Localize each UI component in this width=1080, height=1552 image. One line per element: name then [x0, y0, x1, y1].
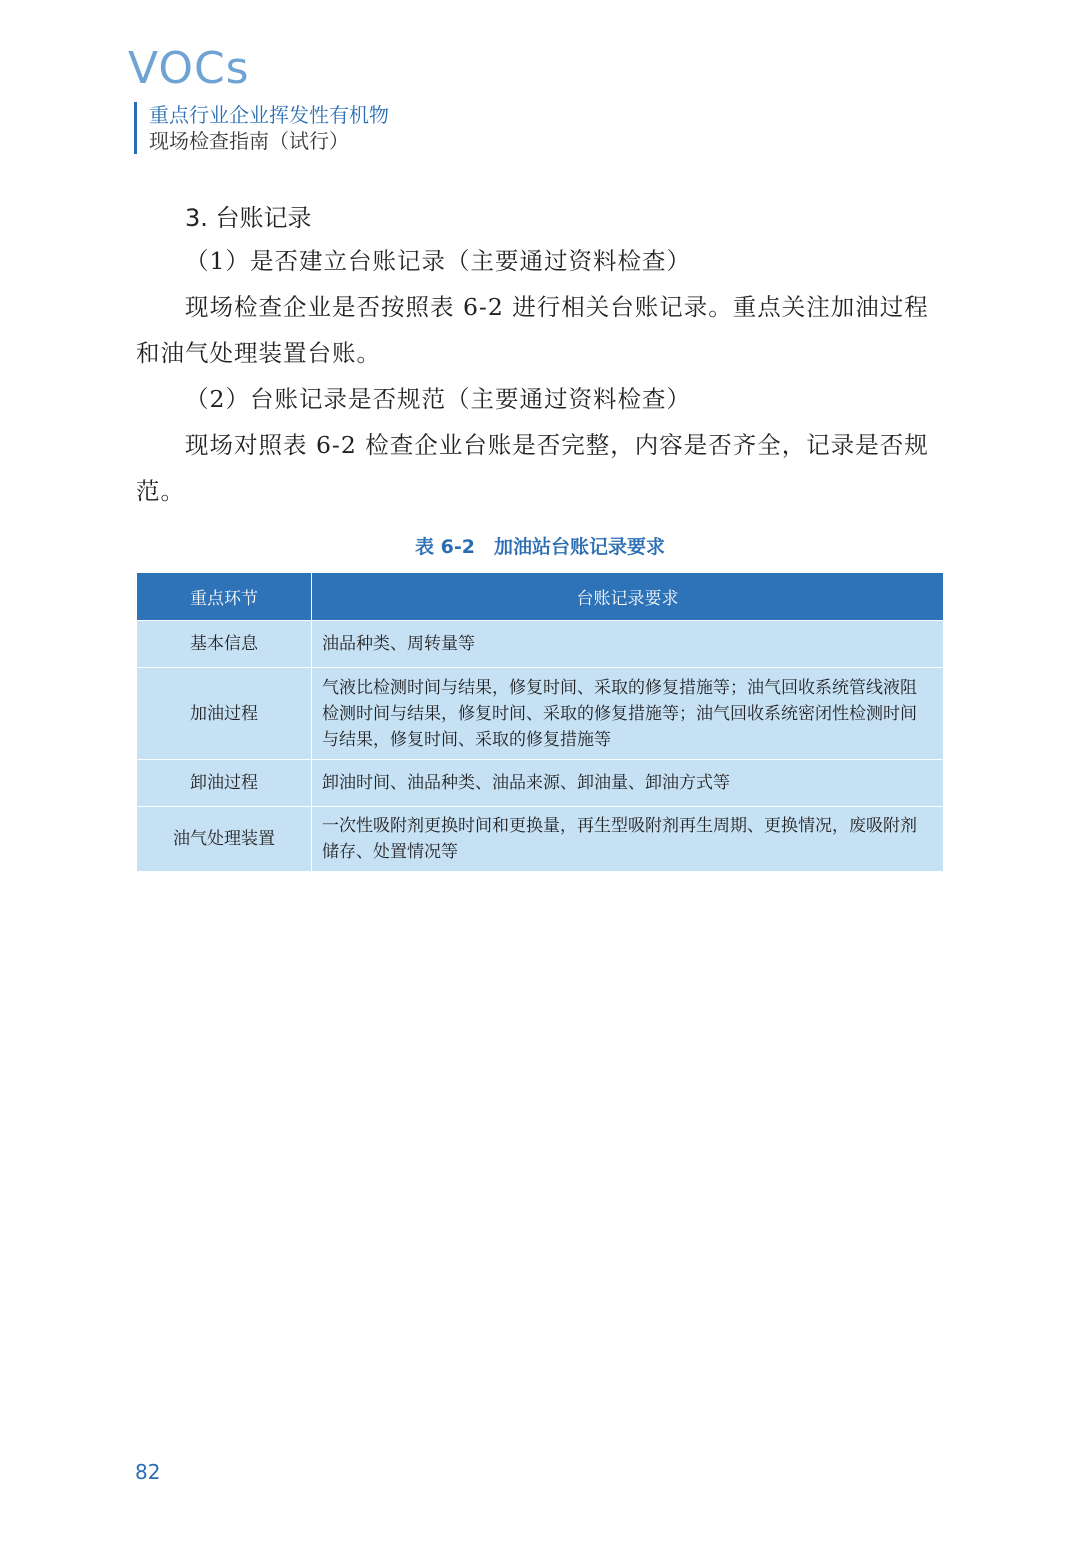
row-value: 卸油时间、油品种类、油品来源、卸油量、卸油方式等 [312, 760, 944, 807]
item1-body: 现场检查企业是否按照表 6-2 进行相关台账记录。重点关注加油过程和油气处理装置台账。 [136, 293, 929, 367]
logo-text: VOCs [128, 43, 250, 94]
table-row [137, 760, 944, 807]
row-key: 基本信息 [137, 621, 312, 668]
row-key: 加油过程 [137, 668, 312, 760]
row-key: 油气处理装置 [137, 807, 312, 872]
table-caption: 表 6-2 加油站台账记录要求 [415, 536, 665, 558]
page-number: 82 [135, 1460, 161, 1484]
item2-body: 现场对照表 6-2 检查企业台账是否完整，内容是否齐全，记录是否规范。 [136, 431, 929, 505]
book-subtitle [134, 102, 389, 154]
column-header-requirement: 台账记录要求 [312, 573, 944, 621]
section-heading: 3. 台账记录 [185, 204, 312, 232]
row-key: 卸油过程 [137, 760, 312, 807]
table-header-row [137, 573, 944, 621]
subtitle-line-2: 现场检查指南（试行） [149, 129, 349, 153]
ledger-requirements-table [136, 572, 944, 872]
table-row [137, 807, 944, 872]
subtitle-line-1: 重点行业企业挥发性有机物 [149, 103, 389, 127]
item1-heading: （1）是否建立台账记录（主要通过资料检查） [185, 247, 691, 275]
item2-heading: （2）台账记录是否规范（主要通过资料检查） [185, 385, 691, 413]
column-header-key: 重点环节 [137, 573, 312, 621]
row-value: 气液比检测时间与结果，修复时间、采取的修复措施等；油气回收系统管线液阻检测时间与结果，修复时间、采取的修复措施等；油气回收系统密闭性检测时间与结果，修复时间、采取的修复措施等 [312, 668, 944, 760]
row-value: 一次性吸附剂更换时间和更换量，再生型吸附剂再生周期、更换情况，废吸附剂储存、处置情况等 [312, 807, 944, 872]
brand-logo [128, 44, 250, 94]
table-row [137, 668, 944, 760]
table-row [137, 621, 944, 668]
row-value: 油品种类、周转量等 [312, 621, 944, 668]
